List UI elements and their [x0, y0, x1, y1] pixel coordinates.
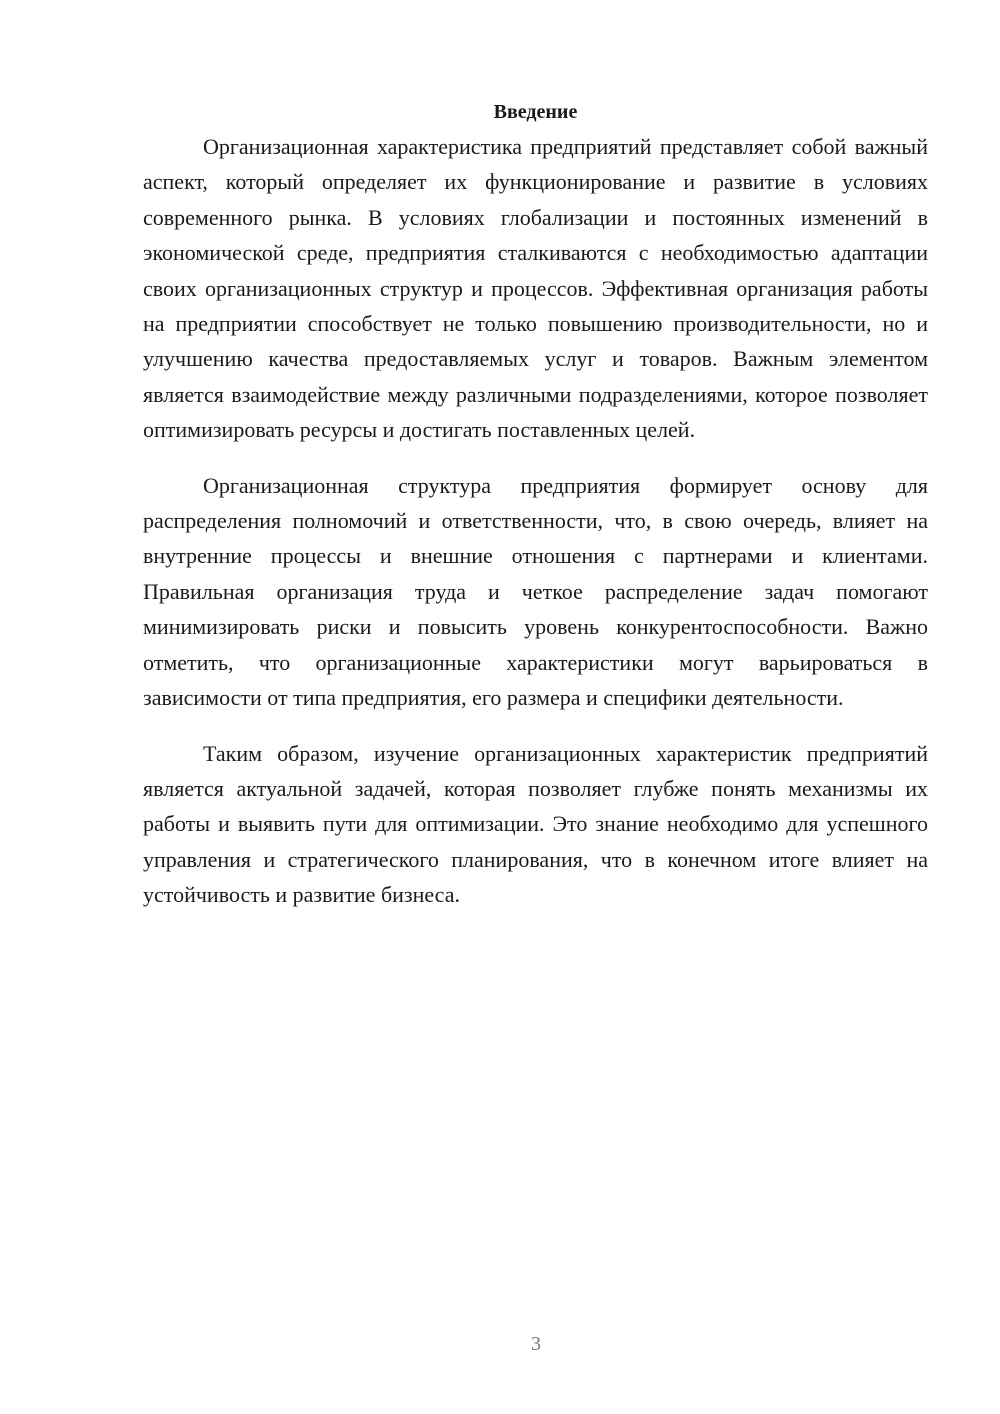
paragraph-2: Организационная структура предприятия формирует основу для распределения полномочий и ответственности, что, в свою очередь, влияет на внутренние процессы и внешние отношения с партнерами и клиентами. Правильная организация труда и четкое распределение задач помогают минимизировать риски и повысить уровень конкурентоспособности. Важно отметить, что организационные характеристики могут варьироваться в зависимости от типа предприятия, его размера и специфики деятельности.: [143, 472, 928, 711]
page-content: [143, 97, 928, 933]
page-number: 3: [531, 1333, 541, 1355]
paragraph-1: Организационная характеристика предприятий представляет собой важный аспект, который определяет их функционирование и развитие в условиях современного рынка. В условиях глобализации и постоянных изменений в экономической среде, предприятия сталкиваются с необходимостью адаптации своих организационных структур и процессов. Эффективная организация работы на предприятии способствует не только повышению производительности, но и улучшению качества предоставляемых услуг и товаров. Важным элементом является взаимодействие между различными подразделениями, которое позволяет оптимизировать ресурсы и достигать поставленных целей.: [143, 134, 928, 443]
paragraph-3: Таким образом, изучение организационных характеристик предприятий является актуальной задачей, которая позволяет глубже понять механизмы их работы и выявить пути для оптимизации. Это знание необходимо для успешного управления и стратегического планирования, что в конечном итоге влияет на устойчивость и развитие бизнеса.: [143, 740, 928, 908]
section-heading: Введение: [493, 101, 578, 123]
